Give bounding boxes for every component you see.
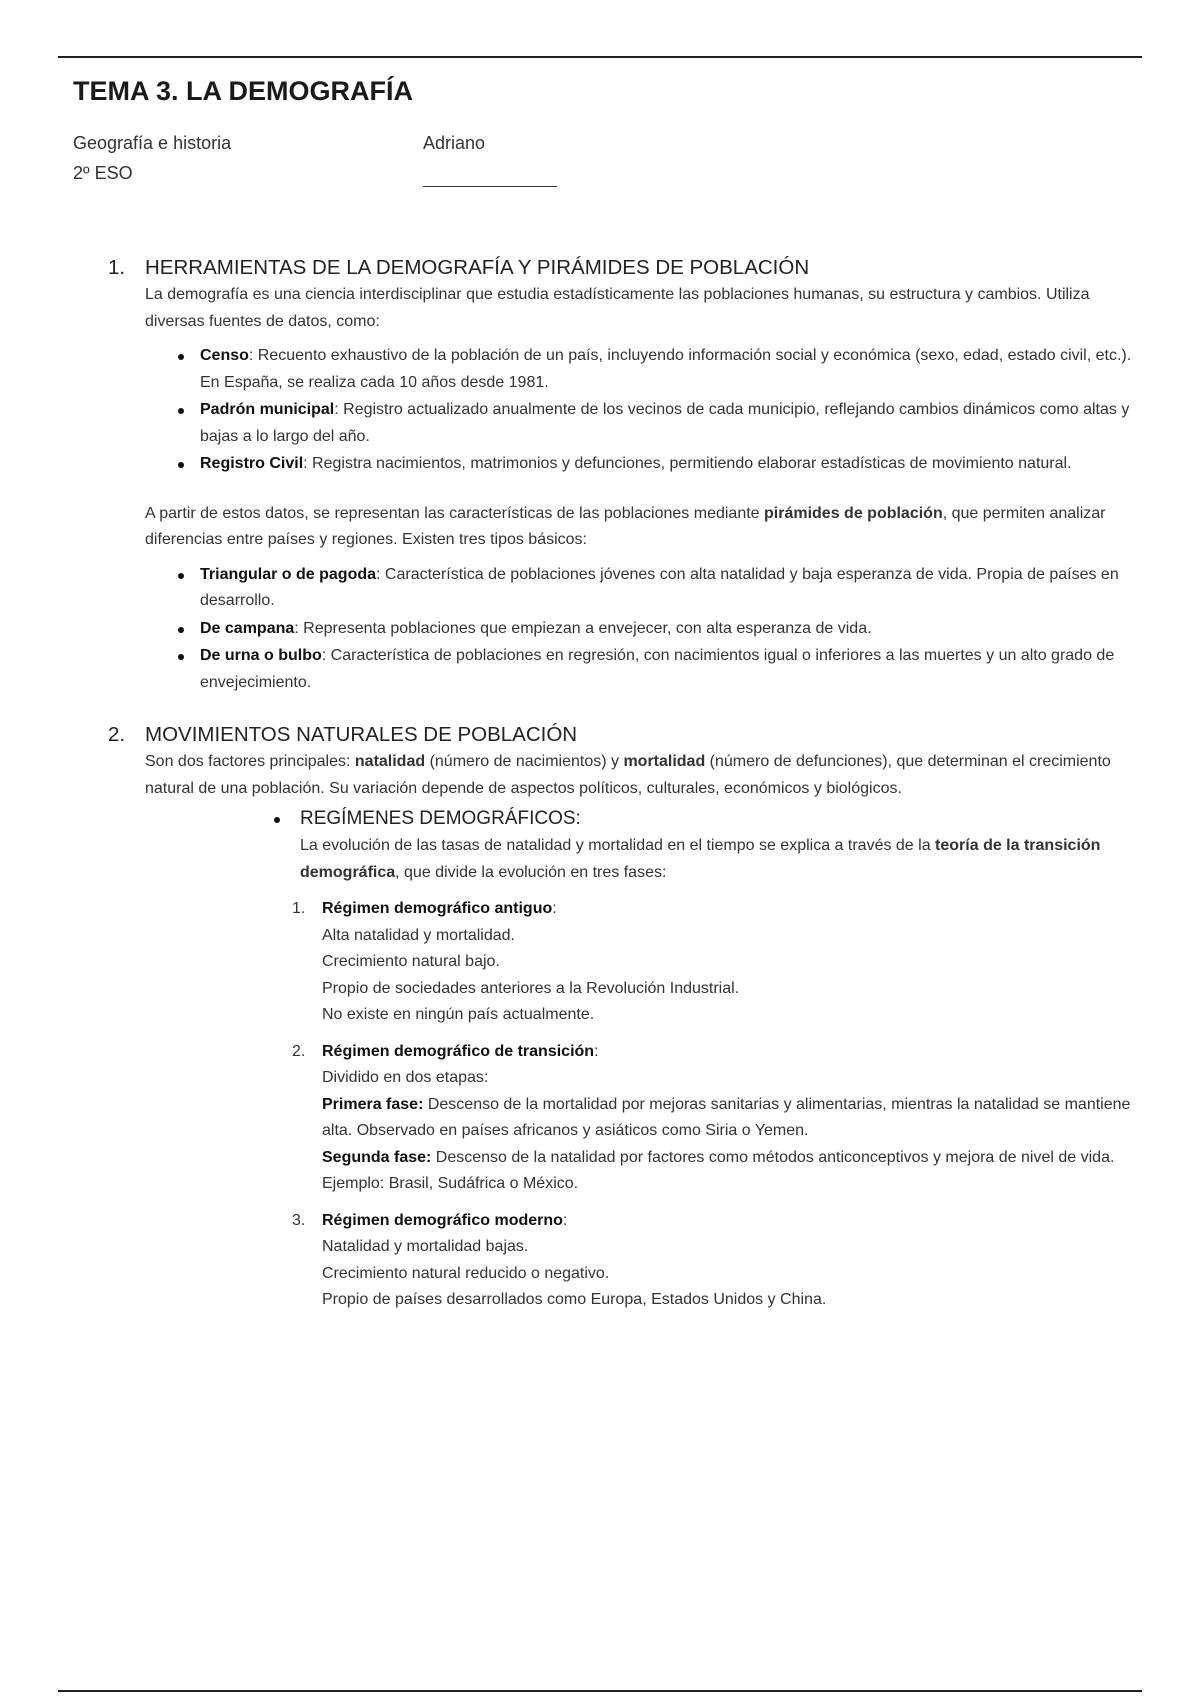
top-rule: [58, 56, 1142, 58]
phase-item: 1. Régimen demográfico antiguo: Alta natalidad y mortalidad. Crecimiento natural bajo. Propio de sociedades anteriores a la Revolución Industrial. No existe en ningún país actualmente.: [292, 900, 740, 1023]
section-2-heading: [108, 721, 1138, 749]
data-sources-list: [108, 343, 1138, 478]
name-underline: [423, 186, 557, 187]
section-1-heading: [108, 254, 1138, 282]
section-title: HERRAMIENTAS DE LA DEMOGRAFÍA Y PIRÁMIDES DE POBLACIÓN: [145, 256, 810, 279]
section-title: MOVIMIENTOS NATURALES DE POBLACIÓN: [145, 723, 578, 746]
phases-list: [292, 896, 1138, 1314]
page-title: TEMA 3. LA DEMOGRAFÍA: [73, 76, 413, 106]
section-number: 2.: [108, 723, 126, 746]
bottom-rule: [58, 1690, 1142, 1692]
bullet: [274, 817, 280, 823]
phase-item: 2. Régimen demográfico de transición: Dividido en dos etapas: Primera fase: Descenso de la mortalidad por mejoras sanitarias y alimentarias, mientras la natalidad se mantiene alta. Observado en países africanos y asiáticos como Siria o Yemen. Segunda fase: Descenso de la natalidad por factores como métodos anticonceptivos y mejora de nivel de vida. Ejemplo: Brasil, Sudáfrica o México.: [292, 1042, 1131, 1192]
list-item: Padrón municipal: Registro actualizado anualmente de los vecinos de cada municipio, reflejando cambios dinámicos como altas y bajas a lo largo del año.: [200, 397, 1138, 450]
section-1-intro: La demografía es una ciencia interdisciplinar que estudia estadísticamente las poblaciones humanas, su estructura y cambios. Utiliza diversas fuentes de datos, como:: [145, 286, 1090, 330]
regimes-intro: La evolución de las tasas de natalidad y mortalidad en el tiempo se explica a través de la teoría de la transición demográfica, que divide la evolución en tres fases:: [300, 837, 1101, 881]
regimes-block: [292, 806, 1138, 1314]
list-item: Registro Civil: Registra nacimientos, matrimonios y defunciones, permitiendo elaborar estadísticas de movimiento natural.: [200, 451, 1138, 478]
list-item: De campana: Representa poblaciones que empiezan a envejecer, con alta esperanza de vida.: [200, 616, 1138, 643]
section-2-intro: Son dos factores principales: natalidad (número de nacimientos) y mortalidad (número de defunciones), que determinan el crecimiento natural de una población. Su variación depende de aspectos políticos, culturales, económicos y biológicos.: [145, 753, 1111, 797]
section-number: 1.: [108, 256, 126, 279]
course-label: 2º ESO: [73, 163, 133, 183]
phase-item: 3. Régimen demográfico moderno: Natalidad y mortalidad bajas. Crecimiento natural reducido o negativo. Propio de países desarrollados como Europa, Estados Unidos y China.: [292, 1211, 827, 1308]
list-item: De urna o bulbo: Característica de poblaciones en regresión, con nacimientos igual o inferiores a las muertes y un alto grado de envejecimiento.: [200, 643, 1138, 696]
regimes-heading: REGÍMENES DEMOGRÁFICOS:: [300, 808, 581, 829]
pyramids-paragraph: A partir de estos datos, se representan las características de las poblaciones mediante pirámides de población, que permiten analizar diferencias entre países y regiones. Existen tres tipos básicos:: [145, 504, 1106, 548]
pyramid-types-list: [108, 562, 1138, 697]
list-item: Censo: Recuento exhaustivo de la población de un país, incluyendo información social y económica (sexo, edad, estado civil, etc.). En España, se realiza cada 10 años desde 1981.: [200, 343, 1138, 396]
student-name: Adriano: [423, 133, 486, 153]
document-body: [108, 254, 1138, 1324]
list-item: Triangular o de pagoda: Característica de poblaciones jóvenes con alta natalidad y baja esperanza de vida. Propia de países en desarrollo.: [200, 562, 1138, 615]
subject-label: Geografía e historia: [73, 133, 232, 153]
